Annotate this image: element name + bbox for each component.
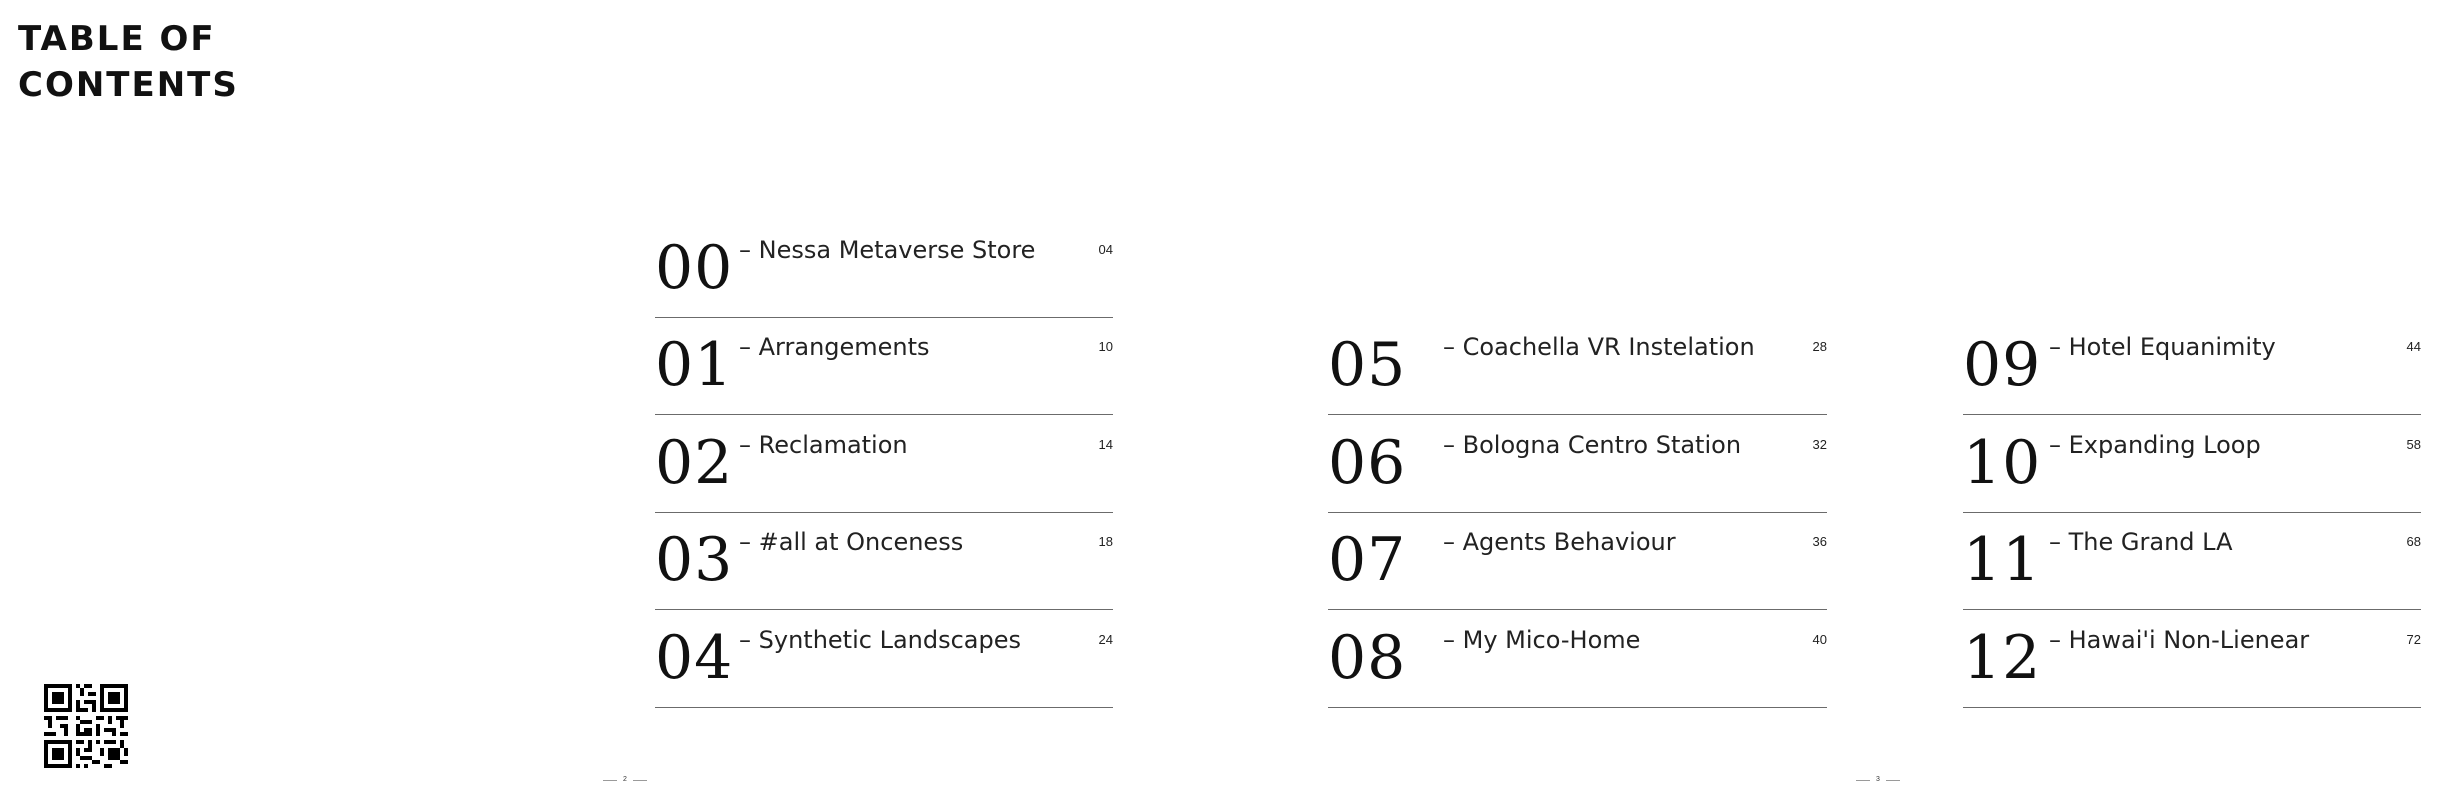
toc-entry-page: 04 <box>1098 242 1113 257</box>
toc-entry-number: 00 <box>655 233 734 303</box>
toc-entry-page: 24 <box>1098 632 1113 647</box>
page-number-right: 3 <box>1876 776 1880 783</box>
toc-entry-12[interactable] <box>1963 612 2421 708</box>
toc-entry-page: 10 <box>1098 339 1113 354</box>
toc-entry-label: – Nessa Metaverse Store <box>739 236 1036 264</box>
toc-entry-number: 05 <box>1328 330 1407 400</box>
toc-entry-page: 28 <box>1812 339 1827 354</box>
toc-entry-01[interactable] <box>655 319 1113 415</box>
toc-entry-10[interactable] <box>1963 417 2421 513</box>
toc-entry-number: 07 <box>1328 525 1407 595</box>
toc-entry-number: 03 <box>655 525 734 595</box>
footer-rule-right <box>633 780 647 781</box>
page-title-line-1: TABLE OF <box>18 19 216 59</box>
toc-entry-label: – Expanding Loop <box>2049 431 2261 459</box>
toc-entry-02[interactable] <box>655 417 1113 513</box>
toc-entry-number: 12 <box>1963 623 2042 693</box>
toc-entry-page: 32 <box>1812 437 1827 452</box>
toc-entry-page: 44 <box>2406 339 2421 354</box>
toc-entry-number: 02 <box>655 428 734 498</box>
toc-entry-page: 40 <box>1812 632 1827 647</box>
toc-entry-number: 09 <box>1963 330 2042 400</box>
toc-entry-page: 58 <box>2406 437 2421 452</box>
toc-entry-page: 18 <box>1098 534 1113 549</box>
footer-rule-left <box>603 780 617 781</box>
toc-entry-label: – Synthetic Landscapes <box>739 626 1021 654</box>
toc-entry-number: 06 <box>1328 428 1407 498</box>
toc-entry-label: – Arrangements <box>739 333 930 361</box>
footer-rule-left <box>1856 780 1870 781</box>
toc-entry-label: – Hawai'i Non-Lienear <box>2049 626 2310 654</box>
toc-entry-08[interactable] <box>1328 612 1827 708</box>
toc-entry-number: 04 <box>655 623 734 693</box>
page-title <box>18 16 239 108</box>
toc-entry-number: 10 <box>1963 428 2042 498</box>
toc-entry-page: 68 <box>2406 534 2421 549</box>
toc-entry-page: 36 <box>1812 534 1827 549</box>
toc-entry-number: 11 <box>1963 525 2042 595</box>
toc-entry-label: – Hotel Equanimity <box>2049 333 2276 361</box>
page-footer-left <box>603 774 647 786</box>
toc-entry-label: – The Grand LA <box>2049 528 2233 556</box>
toc-entry-number: 08 <box>1328 623 1407 693</box>
toc-entry-page: 72 <box>2406 632 2421 647</box>
toc-entry-label: – #all at Onceness <box>739 528 964 556</box>
toc-entry-label: – My Mico-Home <box>1443 626 1641 654</box>
toc-entry-09[interactable] <box>1963 319 2421 415</box>
page-footer-right <box>1856 774 1900 786</box>
toc-entry-07[interactable] <box>1328 514 1827 610</box>
page-title-line-2: CONTENTS <box>18 65 239 105</box>
footer-rule-right <box>1886 780 1900 781</box>
toc-entry-11[interactable] <box>1963 514 2421 610</box>
toc-entry-label: – Bologna Centro Station <box>1443 431 1742 459</box>
toc-entry-page: 14 <box>1098 437 1113 452</box>
toc-entry-05[interactable] <box>1328 319 1827 415</box>
toc-entry-number: 01 <box>655 330 734 400</box>
qr-code-icon <box>44 684 128 768</box>
toc-entry-label: – Coachella VR Instelation <box>1443 333 1755 361</box>
toc-entry-00[interactable] <box>655 222 1113 318</box>
toc-entry-label: – Agents Behaviour <box>1443 528 1676 556</box>
toc-entry-03[interactable] <box>655 514 1113 610</box>
toc-entry-06[interactable] <box>1328 417 1827 513</box>
page-number-left: 2 <box>623 776 627 783</box>
toc-entry-04[interactable] <box>655 612 1113 708</box>
toc-entry-label: – Reclamation <box>739 431 908 459</box>
